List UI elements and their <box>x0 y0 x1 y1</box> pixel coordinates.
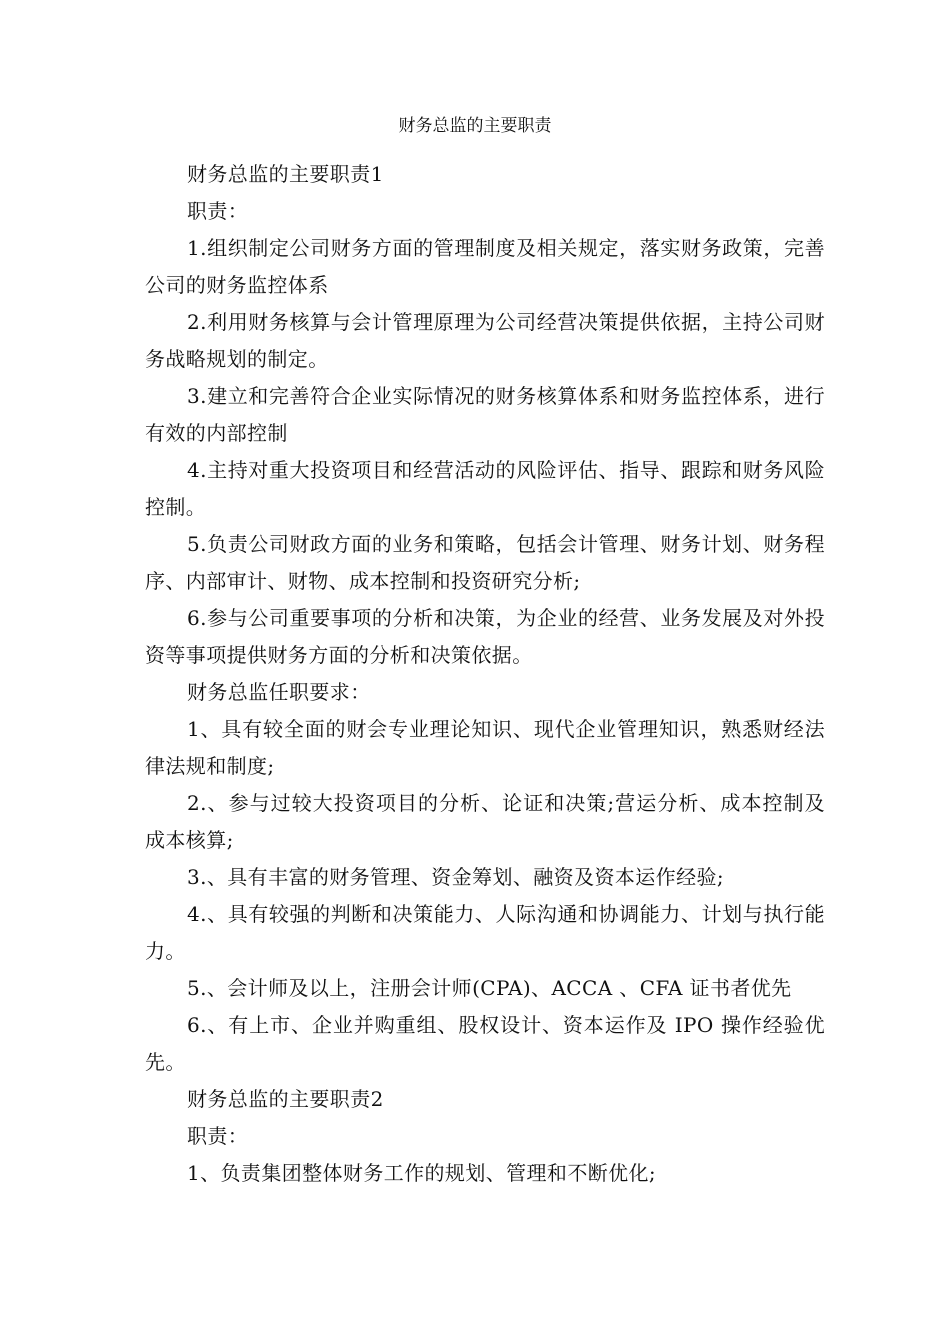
requirement-item: 3.、具有丰富的财务管理、资金筹划、融资及资本运作经验; <box>187 865 725 889</box>
requirement-item: 4.、具有较强的判断和决策能力、人际沟通和协调能力、计划与执行能力。 <box>145 902 825 963</box>
duties-label-2: 职责： <box>187 1124 249 1148</box>
section-heading-1: 财务总监的主要职责1 <box>187 162 384 186</box>
document-body <box>145 156 825 1192</box>
section-heading-2: 财务总监的主要职责2 <box>187 1087 384 1111</box>
document-title: 财务总监的主要职责 <box>398 116 552 136</box>
duty-item: 2.利用财务核算与会计管理原理为公司经营决策提供依据，主持公司财务战略规划的制定。 <box>145 310 825 371</box>
duty-item: 1、负责集团整体财务工作的规划、管理和不断优化; <box>187 1161 657 1185</box>
duty-item: 6.参与公司重要事项的分析和决策，为企业的经营、业务发展及对外投资等事项提供财务方面的分析和决策依据。 <box>145 606 825 667</box>
duty-item: 1.组织制定公司财务方面的管理制度及相关规定，落实财务政策，完善公司的财务监控体系 <box>145 236 825 297</box>
requirement-item: 5.、会计师及以上，注册会计师(CPA)、ACCA 、CFA 证书者优先 <box>187 976 792 1000</box>
duty-item: 5.负责公司财政方面的业务和策略，包括会计管理、财务计划、财务程序、内部审计、财物、成本控制和投资研究分析; <box>145 532 825 593</box>
requirement-item: 6.、有上市、企业并购重组、股权设计、资本运作及 IPO 操作经验优先。 <box>145 1013 825 1074</box>
requirement-item: 1、具有较全面的财会专业理论知识、现代企业管理知识，熟悉财经法律法规和制度; <box>145 717 825 778</box>
requirement-item: 2.、参与过较大投资项目的分析、论证和决策;营运分析、成本控制及成本核算; <box>145 791 825 852</box>
duty-item: 3.建立和完善符合企业实际情况的财务核算体系和财务监控体系，进行有效的内部控制 <box>145 384 825 445</box>
duties-label-1: 职责： <box>187 199 249 223</box>
duty-item: 4.主持对重大投资项目和经营活动的风险评估、指导、跟踪和财务风险控制。 <box>145 458 825 519</box>
requirements-heading: 财务总监任职要求： <box>187 680 371 704</box>
